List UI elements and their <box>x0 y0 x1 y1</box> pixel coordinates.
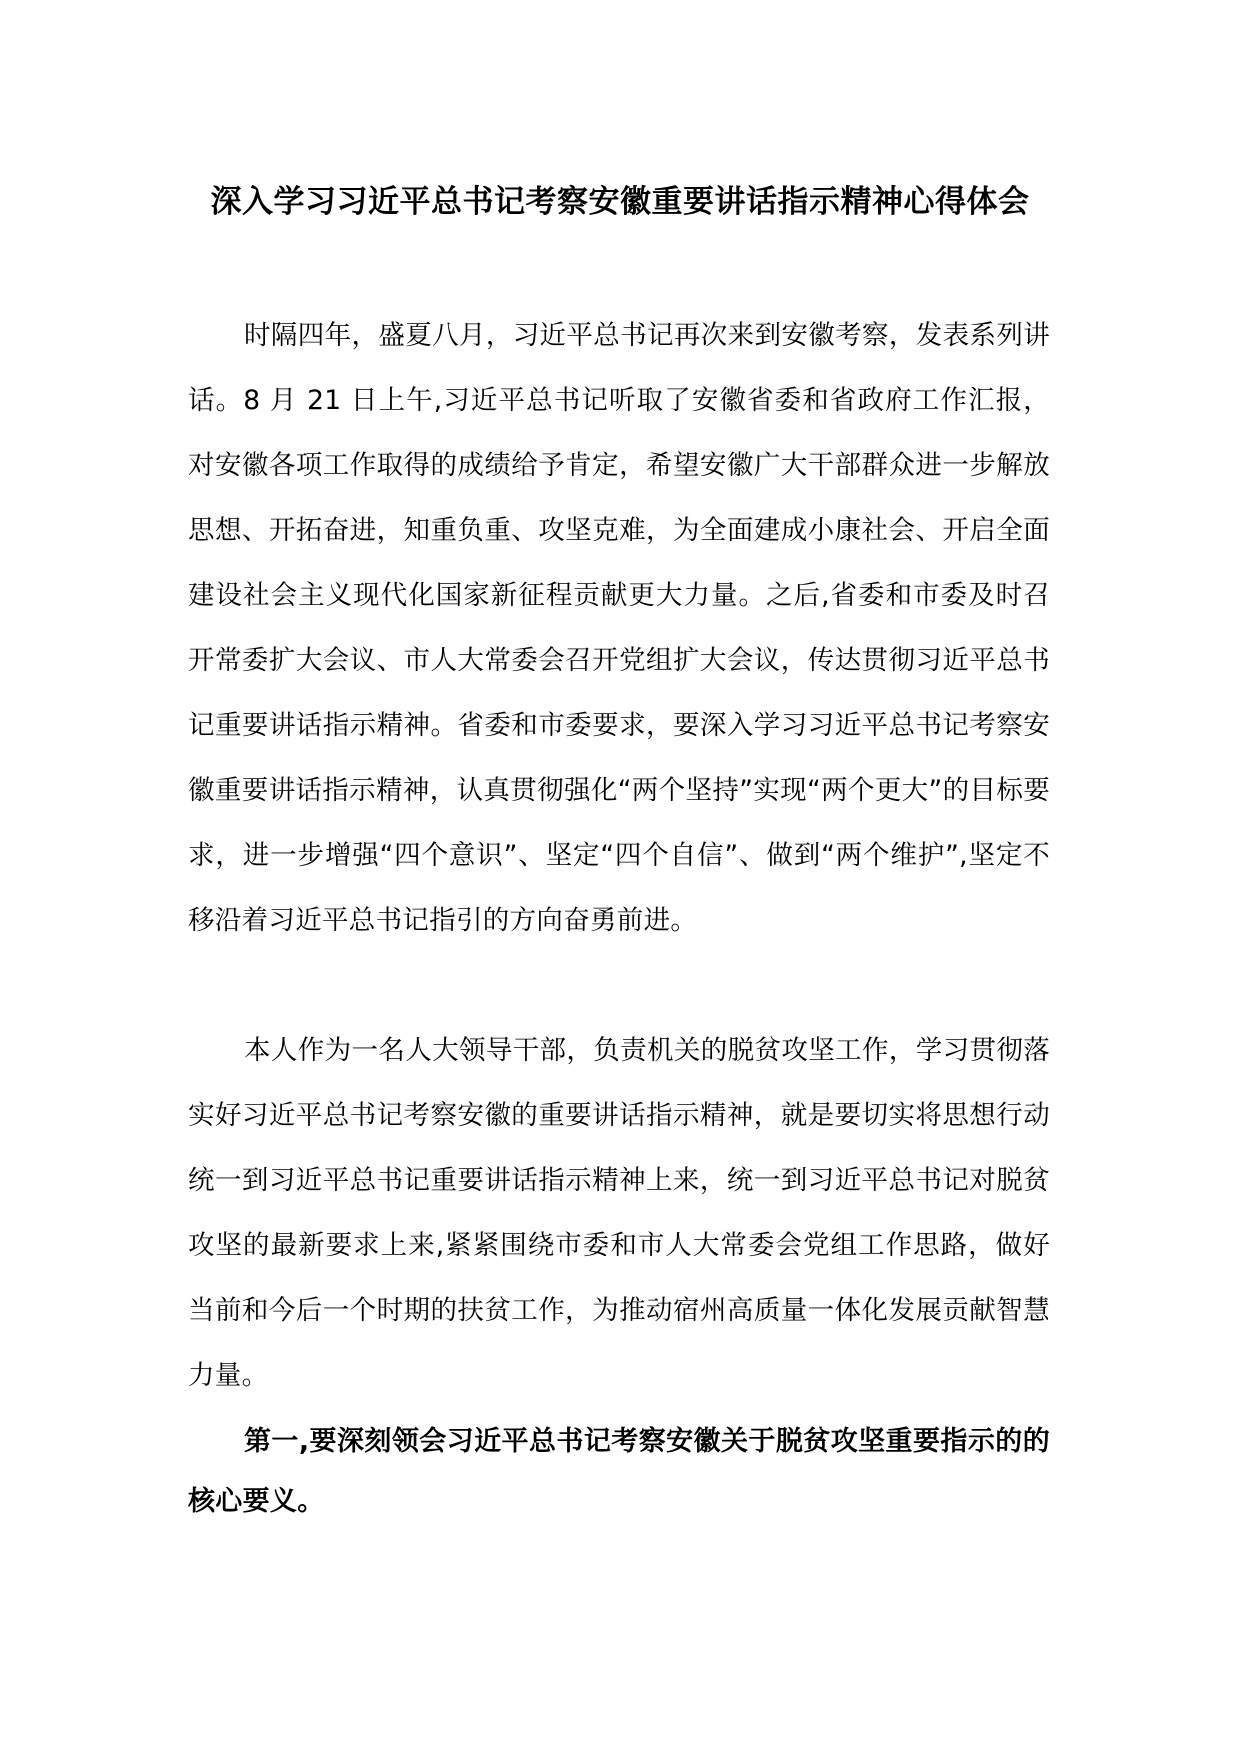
paragraph-1: 时隔四年，盛夏八月，习近平总书记再次来到安徽考察，发表系列讲话。8 月 21 日上午,习近平总书记听取了安徽省委和省政府工作汇报，对安徽各项工作取得的成绩给予肯定，希望安徽广大干部群众进一步解放思想、开拓奋进，知重负重、攻坚克难，为全面建成小康社会、开启全面建设社会主义现代化国家新征程贡献更大力量。之后,省委和市委及时召开常委扩大会议、市人大常委会召开党组扩大会议，传达贯彻习近平总书记重要讲话指示精神。省委和市委要求，要深入学习习近平总书记考察安徽重要讲话指示精神，认真贯彻强化“两个坚持”实现“两个更大”的目标要求，进一步增强“四个意识”、坚定“四个自信”、做到“两个维护”,坚定不移沿着习近平总书记指引的方向奋勇前进。 <box>188 320 1050 936</box>
section-heading: 第一,要深刻领会习近平总书记考察安徽关于脱贫攻坚重要指示的的核心要义。 <box>188 1426 1050 1517</box>
document-title: 深入学习习近平总书记考察安徽重要讲话指示精神心得体会 <box>210 184 1030 220</box>
paragraph-2: 本人作为一名人大领导干部，负责机关的脱贫攻坚工作，学习贯彻落实好习近平总书记考察安徽的重要讲话指示精神，就是要切实将思想行动统一到习近平总书记重要讲话指示精神上来，统一到习近平总书记对脱贫攻坚的最新要求上来,紧紧围绕市委和市人大常委会党组工作思路，做好当前和今后一个时期的扶贫工作，为推动宿州高质量一体化发展贡献智慧力量。 <box>188 1035 1050 1391</box>
